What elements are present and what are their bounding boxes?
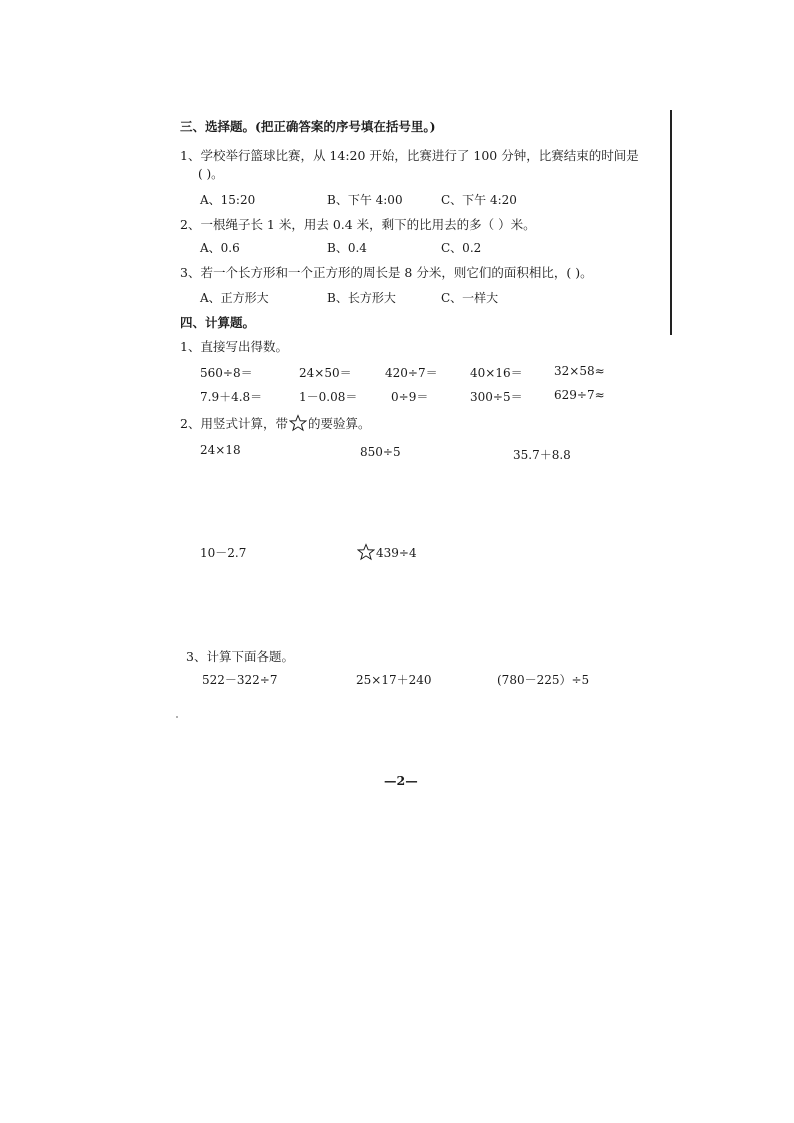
vertical-calc-item[interactable]: 35.7＋8.8: [513, 448, 571, 462]
calc-q2-label-after: 的要验算。: [307, 416, 371, 431]
q2-text: 2、一根绳子长 1 米，用去 0.4 米，剩下的比用去的多（ ）米。: [180, 217, 536, 232]
q1-answer-blank[interactable]: ( )。: [198, 167, 224, 181]
direct-calc-item[interactable]: 629÷7≈: [554, 388, 605, 402]
direct-calc-item[interactable]: 560÷8＝: [200, 366, 253, 380]
star-icon: [289, 414, 307, 435]
q3-text: 3、若一个长方形和一个正方形的周长是 8 分米，则它们的面积相比，( )。: [180, 265, 593, 280]
q3-option-b[interactable]: B、长方形大: [327, 291, 396, 305]
q3-option-c[interactable]: C、一样大: [441, 291, 499, 305]
direct-calc-item[interactable]: 24×50＝: [299, 366, 352, 380]
q1-option-a[interactable]: A、15:20: [200, 193, 256, 207]
direct-calc-item[interactable]: 420÷7＝: [385, 366, 438, 380]
q2-option-b[interactable]: B、0.4: [327, 241, 367, 255]
direct-calc-item[interactable]: 40×16＝: [470, 366, 523, 380]
calc-q3-label: 3、计算下面各题。: [186, 649, 294, 664]
mixed-calc-item[interactable]: 522－322÷7: [202, 673, 278, 687]
q1-text: 1、学校举行篮球比赛，从 14:20 开始，比赛进行了 100 分钟，比赛结束的时间是: [180, 148, 639, 163]
direct-calc-item[interactable]: 300÷5＝: [470, 390, 523, 404]
q3-option-a[interactable]: A、正方形大: [200, 291, 269, 305]
q2-option-c[interactable]: C、0.2: [441, 241, 482, 255]
scan-edge-line: [670, 110, 672, 335]
direct-calc-item[interactable]: 7.9＋4.8＝: [200, 390, 263, 404]
section4-heading: 四、计算题。: [180, 315, 256, 330]
mixed-calc-item[interactable]: (780－225）÷5: [497, 673, 590, 687]
calc-q2-label: [180, 414, 370, 435]
vertical-calc-item-text: 439÷4: [376, 546, 417, 560]
direct-calc-item[interactable]: 32×58≈: [554, 364, 605, 378]
direct-calc-item[interactable]: 0÷9＝: [391, 390, 429, 404]
q1-option-b[interactable]: B、下午 4:00: [327, 193, 403, 207]
vertical-calc-item[interactable]: 24×18: [200, 443, 241, 457]
scan-speck: [176, 716, 178, 718]
vertical-calc-item-starred[interactable]: [356, 543, 417, 564]
calc-q2-label-before: 2、用竖式计算，带: [180, 416, 288, 431]
vertical-calc-item[interactable]: 10－2.7: [200, 546, 247, 560]
q1-option-c[interactable]: C、下午 4:20: [441, 193, 517, 207]
mixed-calc-item[interactable]: 25×17＋240: [356, 673, 432, 687]
vertical-calc-item[interactable]: 850÷5: [360, 445, 401, 459]
page-number: —2—: [384, 773, 418, 788]
star-icon: [357, 543, 375, 564]
section3-heading: 三、选择题。(把正确答案的序号填在括号里。): [180, 119, 436, 134]
direct-calc-item[interactable]: 1－0.08＝: [299, 390, 358, 404]
q2-option-a[interactable]: A、0.6: [200, 241, 240, 255]
calc-q1-label: 1、直接写出得数。: [180, 339, 288, 354]
